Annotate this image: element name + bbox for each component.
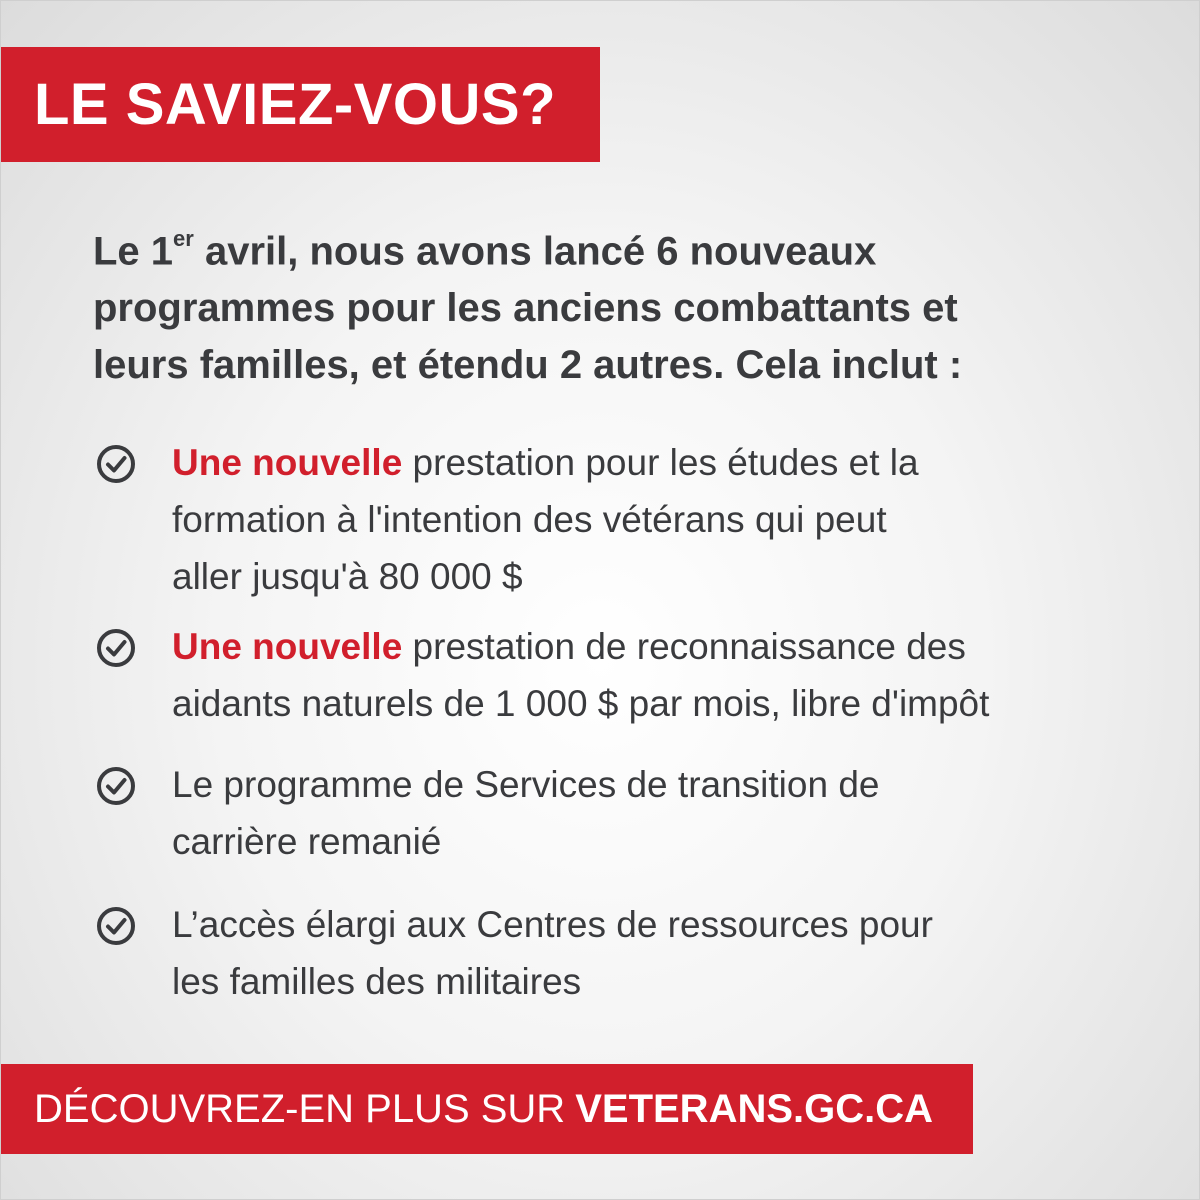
- list-item-text: [172, 434, 1172, 605]
- check-circle-icon: [96, 766, 136, 806]
- list-item-line: formation à l'intention des vétérans qui peut: [172, 499, 887, 540]
- highlight-text: Une nouvelle: [172, 442, 403, 483]
- footer-prefix: DÉCOUVREZ-EN PLUS SUR: [34, 1086, 566, 1131]
- list-item-line: les familles des militaires: [172, 961, 582, 1002]
- intro-line-1-start: Le 1: [93, 229, 174, 274]
- list-item-text: [172, 756, 1172, 870]
- website-link[interactable]: VETERANS.GC.CA: [575, 1086, 934, 1131]
- title-banner: [0, 47, 600, 162]
- highlight-text: Une nouvelle: [172, 626, 403, 667]
- list-item-line: aller jusqu'à 80 000 $: [172, 556, 523, 597]
- title-text: LE SAVIEZ-VOUS?: [34, 72, 557, 137]
- intro-line-1: [93, 214, 1163, 280]
- list-item-line-rest: prestation de reconnaissance des: [402, 626, 966, 667]
- list-item-line: aidants naturels de 1 000 $ par mois, libre d'impôt: [172, 683, 990, 724]
- list-item-text: [172, 896, 1172, 1010]
- list-item-line: [172, 434, 1172, 491]
- list-item-line: L’accès élargi aux Centres de ressources pour: [172, 904, 933, 945]
- intro-line-2: programmes pour les anciens combattants et: [93, 286, 958, 331]
- check-circle-icon: [96, 628, 136, 668]
- footer-banner: [0, 1064, 973, 1154]
- list-item-line-rest: prestation pour les études et la: [402, 442, 919, 483]
- list-item-text: [172, 618, 1172, 732]
- list-item-line: [172, 618, 1172, 675]
- intro-line-1-end: avril, nous avons lancé 6 nouveaux: [193, 229, 877, 274]
- intro-paragraph: [93, 214, 1163, 394]
- intro-line-3: leurs familles, et étendu 2 autres. Cela inclut :: [93, 343, 963, 388]
- check-circle-icon: [96, 906, 136, 946]
- list-item-line: carrière remanié: [172, 821, 442, 862]
- ordinal-superscript: er: [173, 226, 194, 251]
- check-circle-icon: [96, 444, 136, 484]
- list-item-line: Le programme de Services de transition de: [172, 764, 880, 805]
